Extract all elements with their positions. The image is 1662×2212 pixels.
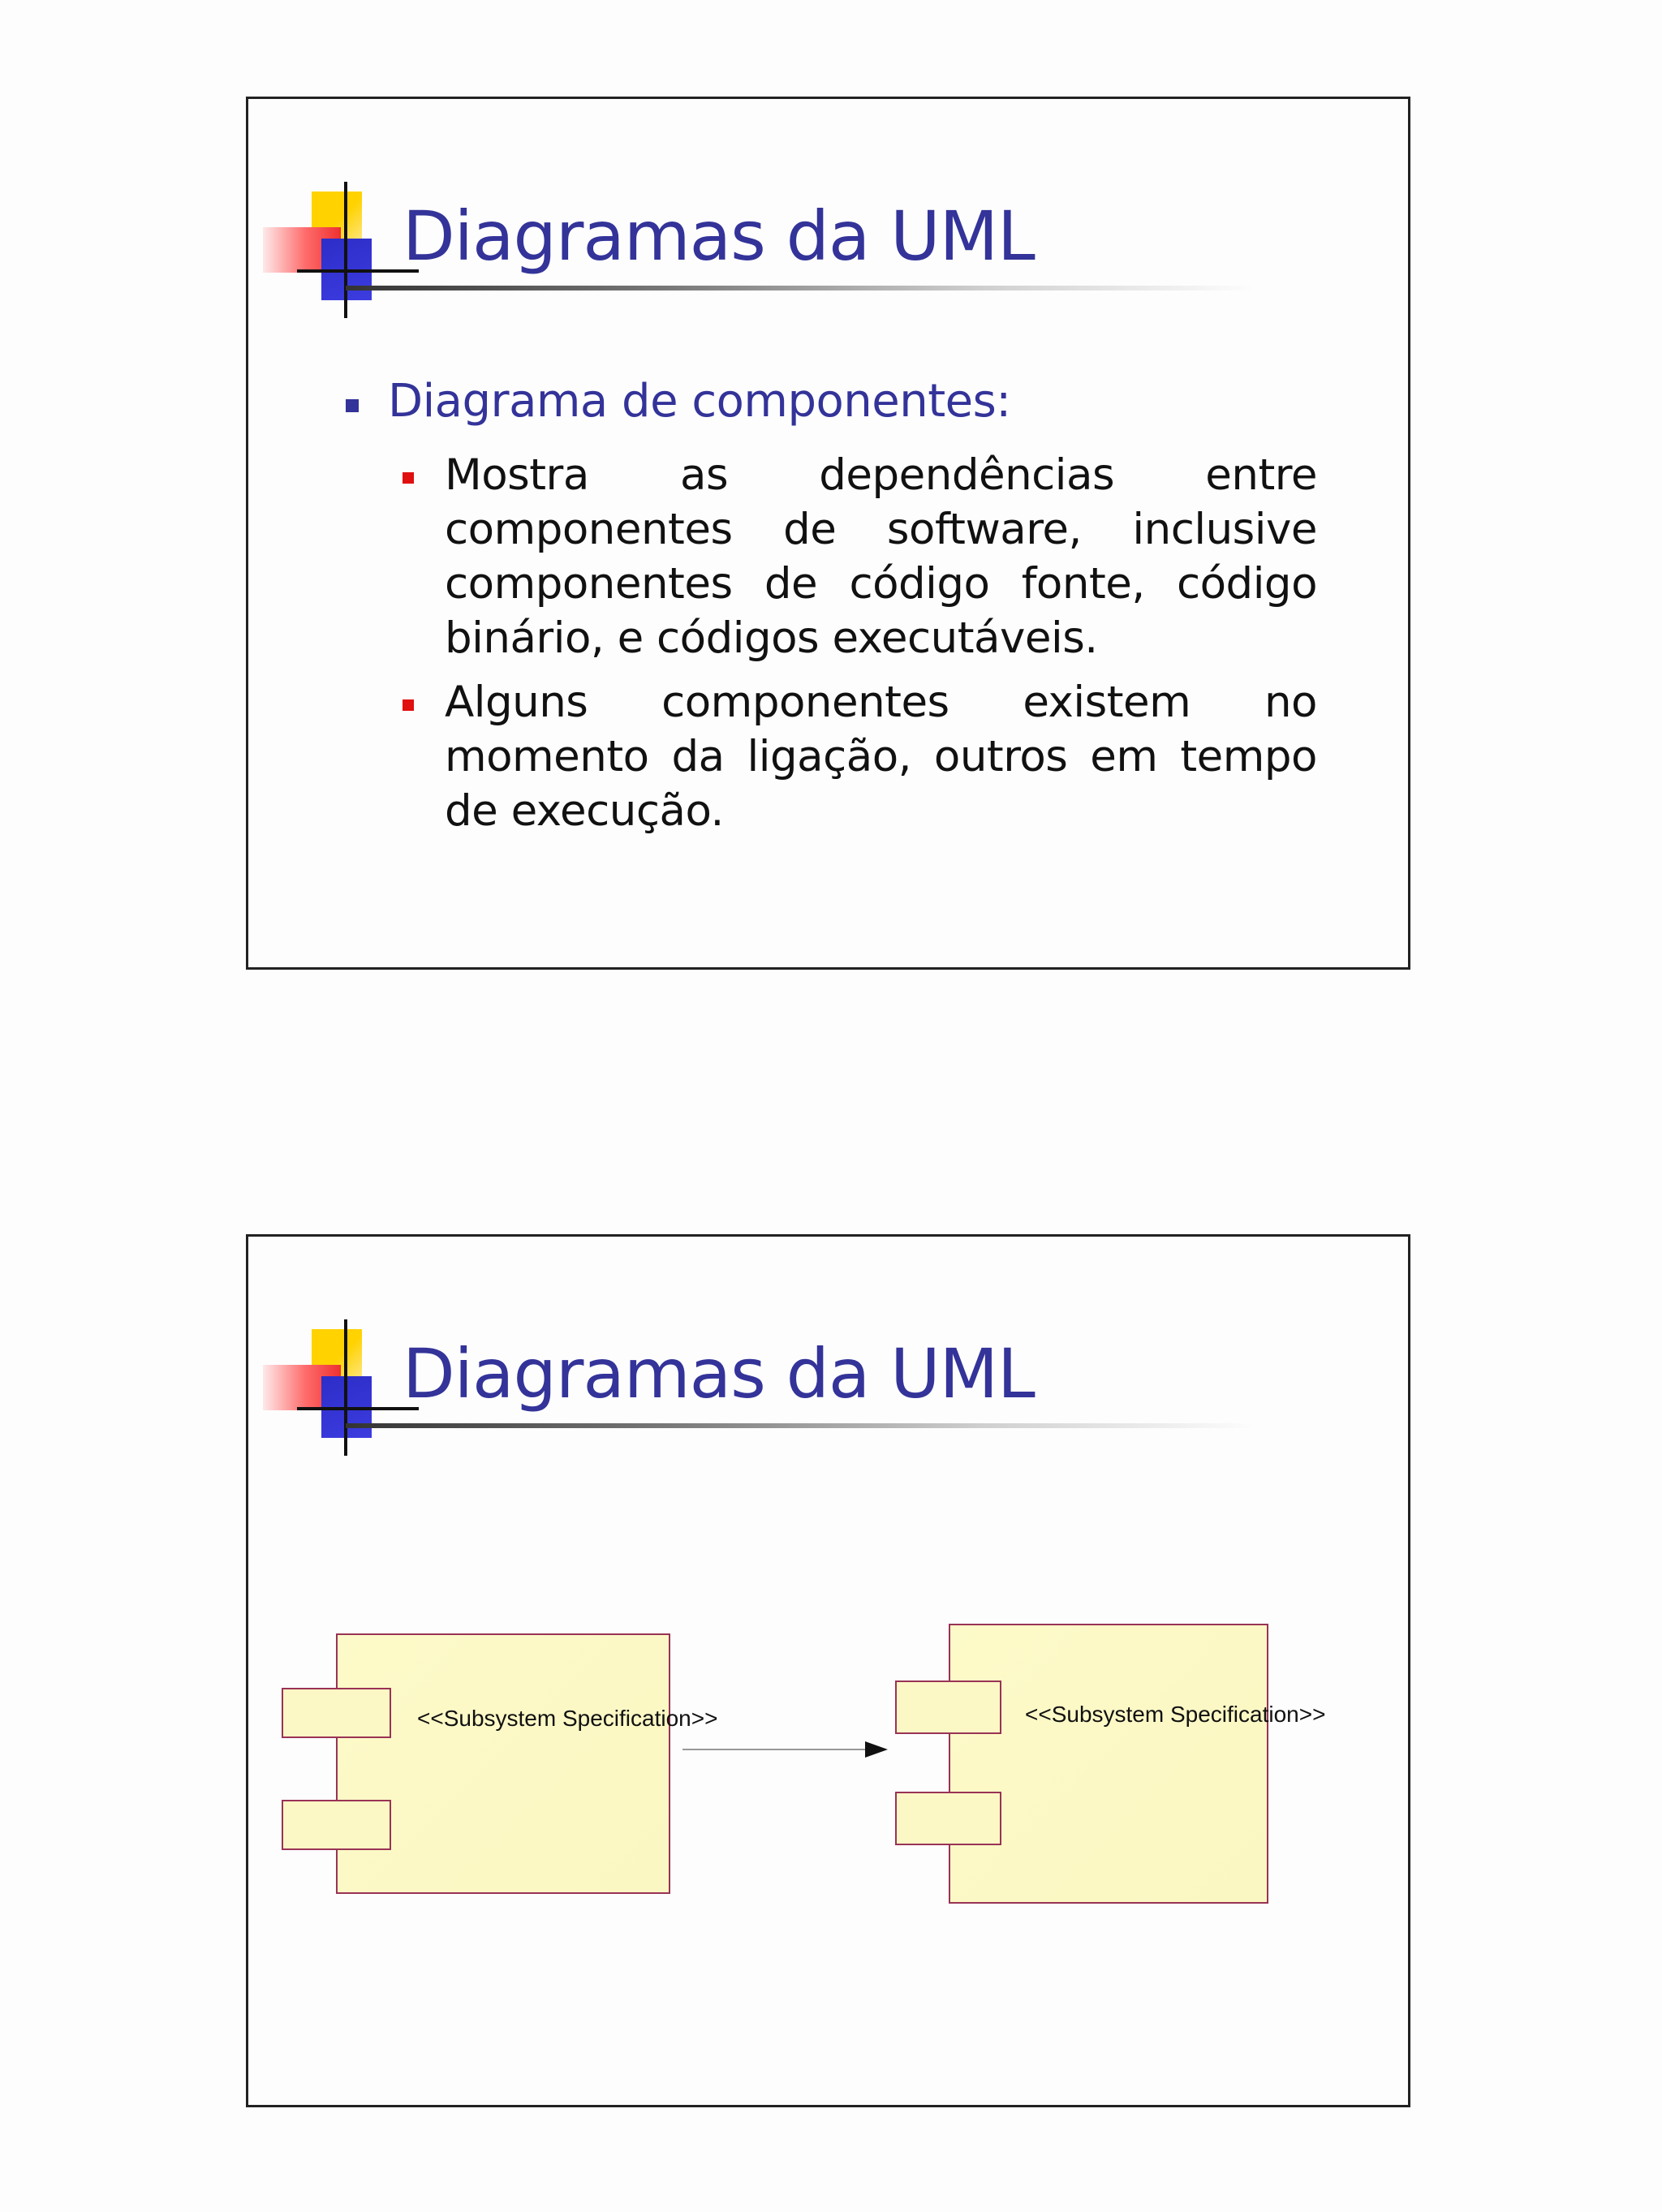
component-box xyxy=(949,1624,1268,1904)
slide-1 xyxy=(246,97,1410,970)
logo-vertical-line xyxy=(344,1319,347,1456)
red-square-bullet-icon xyxy=(403,472,414,484)
title-underline xyxy=(346,286,1255,290)
slide-2 xyxy=(246,1234,1410,2107)
logo-horizontal-line xyxy=(297,269,419,273)
bullet-text: Diagrama de componentes: xyxy=(388,375,1011,428)
sub-bullet-text: Alguns componentes existem no momento da ligação, outros em tempo de execução. xyxy=(445,678,1317,836)
component-port xyxy=(895,1792,1001,1845)
sub-bullet-text: Mostra as dependências entre componentes de software, inclusive componentes de código fonte, código binário, e códigos executáveis. xyxy=(445,450,1317,663)
red-square-bullet-icon xyxy=(403,699,414,711)
dependency-line xyxy=(682,1749,885,1750)
dependency-arrowhead-icon xyxy=(865,1741,888,1758)
title-underline xyxy=(346,1423,1255,1428)
logo-vertical-line xyxy=(344,182,347,318)
component-port xyxy=(895,1681,1001,1734)
component-port xyxy=(282,1800,391,1850)
component-box xyxy=(336,1633,670,1894)
slide-title: Diagramas da UML xyxy=(403,196,1035,276)
square-bullet-icon xyxy=(346,399,359,412)
component-port xyxy=(282,1688,391,1738)
component-stereotype-label: <<Subsystem Specification>> xyxy=(417,1706,718,1731)
component-stereotype-label: <<Subsystem Specification>> xyxy=(1025,1702,1326,1727)
logo-horizontal-line xyxy=(297,1407,419,1410)
slide-title: Diagramas da UML xyxy=(403,1334,1035,1414)
